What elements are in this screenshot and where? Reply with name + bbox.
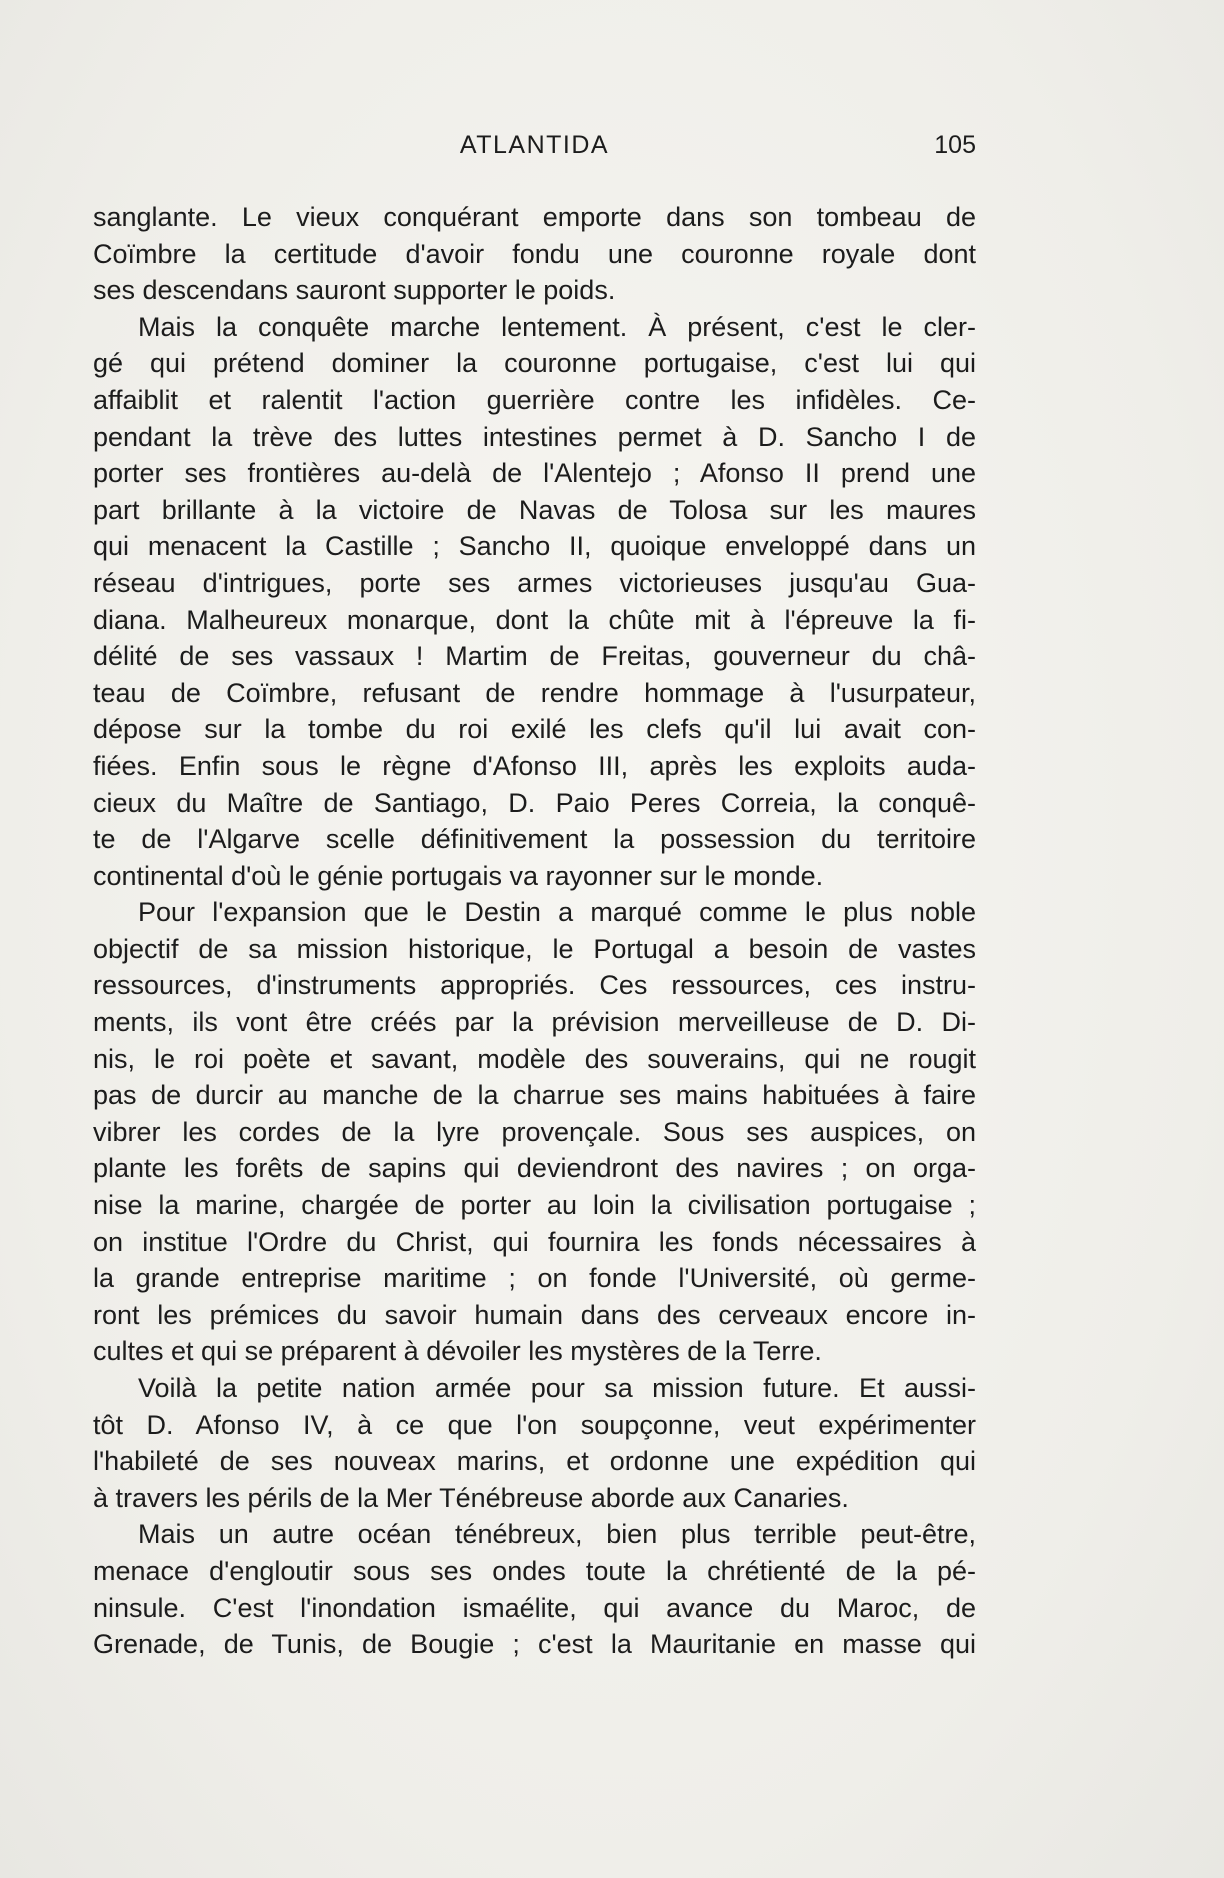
text-line: délité de ses vassaux ! Martim de Freitas, gouverneur du châ- xyxy=(93,641,976,672)
text-line: pendant la trève des luttes intestines permet à D. Sancho I de xyxy=(93,421,976,452)
text-line: nise la marine, chargée de porter au loin la civilisation portugaise ; xyxy=(93,1190,976,1221)
text-line: à travers les périls de la Mer Ténébreuse aborde aux Canaries. xyxy=(93,1482,849,1513)
text-line: Coïmbre la certitude d'avoir fondu une couronne royale dont xyxy=(93,238,976,269)
text-line: ninsule. C'est l'inondation ismaélite, qui avance du Maroc, de xyxy=(93,1592,976,1623)
body-text xyxy=(93,199,976,1663)
text-line: on institue l'Ordre du Christ, qui fournira les fonds nécessaires à xyxy=(93,1226,976,1257)
text-line: te de l'Algarve scelle définitivement la possession du territoire xyxy=(93,824,976,855)
text-line: porter ses frontières au-delà de l'Alentejo ; Afonso II prend une xyxy=(93,458,976,489)
text-line: Mais un autre océan ténébreux, bien plus terrible peut-être, xyxy=(138,1519,976,1550)
text-line: plante les forêts de sapins qui deviendront des navires ; on orga- xyxy=(93,1153,976,1184)
text-line: qui menacent la Castille ; Sancho II, quoique enveloppé dans un xyxy=(93,531,976,562)
text-line: continental d'où le génie portugais va rayonner sur le monde. xyxy=(93,860,824,891)
text-line: ses descendans sauront supporter le poids. xyxy=(93,275,616,306)
text-line: Mais la conquête marche lentement. À présent, c'est le cler- xyxy=(138,311,976,342)
text-line: cultes et qui se préparent à dévoiler les mystères de la Terre. xyxy=(93,1336,822,1367)
text-line: Pour l'expansion que le Destin a marqué comme le plus noble xyxy=(138,897,976,928)
running-head xyxy=(93,131,976,171)
text-line: la grande entreprise maritime ; on fonde l'Université, où germe- xyxy=(93,1263,976,1294)
text-line: réseau d'intrigues, porte ses armes victorieuses jusqu'au Gua- xyxy=(93,567,976,598)
text-line: objectif de sa mission historique, le Portugal a besoin de vastes xyxy=(93,933,976,964)
text-line: ressources, d'instruments appropriés. Ces ressources, ces instru- xyxy=(93,970,976,1001)
text-line: cieux du Maître de Santiago, D. Paio Peres Correia, la conquê- xyxy=(93,787,976,818)
text-line: tôt D. Afonso IV, à ce que l'on soupçonne, veut expérimenter xyxy=(93,1409,976,1440)
text-line: ront les prémices du savoir humain dans des cerveaux encore in- xyxy=(93,1299,976,1330)
text-line: Grenade, de Tunis, de Bougie ; c'est la Mauritanie en masse qui xyxy=(93,1629,976,1660)
running-title: ATLANTIDA xyxy=(459,131,610,159)
text-line: menace d'engloutir sous ses ondes toute la chrétienté de la pé- xyxy=(93,1555,976,1586)
text-line: part brillante à la victoire de Navas de Tolosa sur les maures xyxy=(93,494,976,525)
text-line: ments, ils vont être créés par la prévision merveilleuse de D. Di- xyxy=(93,1007,976,1038)
text-line: nis, le roi poète et savant, modèle des souverains, qui ne rougit xyxy=(93,1043,976,1074)
text-line: gé qui prétend dominer la couronne portugaise, c'est lui qui xyxy=(93,348,976,379)
text-line: fiées. Enfin sous le règne d'Afonso III, après les exploits auda- xyxy=(93,750,976,781)
text-line: vibrer les cordes de la lyre provençale. Sous ses auspices, on xyxy=(93,1116,976,1147)
text-line: diana. Malheureux monarque, dont la chûte mit à l'épreuve la fi- xyxy=(93,604,976,635)
text-line: Voilà la petite nation armée pour sa mission future. Et aussi- xyxy=(138,1373,976,1403)
text-line: pas de durcir au manche de la charrue ses mains habituées à faire xyxy=(93,1080,976,1111)
text-line: affaiblit et ralentit l'action guerrière contre les infidèles. Ce- xyxy=(93,384,976,415)
page-number: 105 xyxy=(934,131,976,159)
text-line: l'habileté de ses nouveax marins, et ordonne une expédition qui xyxy=(93,1446,976,1477)
text-line: dépose sur la tombe du roi exilé les clefs qu'il lui avait con- xyxy=(93,714,976,745)
text-line: teau de Coïmbre, refusant de rendre hommage à l'usurpateur, xyxy=(93,677,976,708)
text-line: sanglante. Le vieux conquérant emporte dans son tombeau de xyxy=(93,202,976,232)
